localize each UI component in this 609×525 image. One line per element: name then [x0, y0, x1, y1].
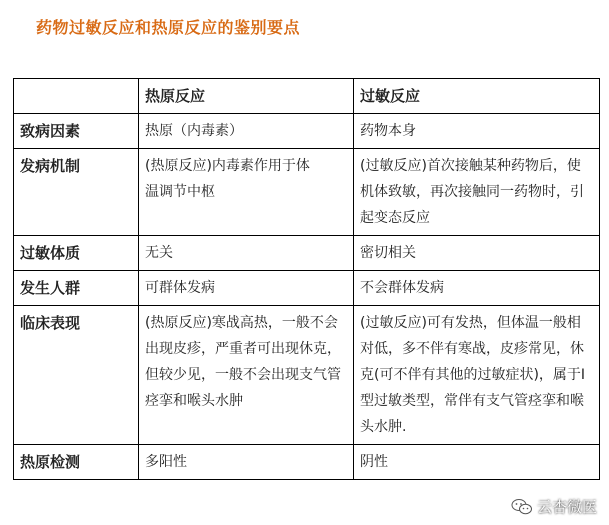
pyrogen-cell: 无关	[139, 236, 354, 271]
watermark-text: 云杏微医	[536, 498, 597, 516]
allergy-cell: 不会群体发病	[354, 271, 600, 306]
row-label: 发生人群	[14, 271, 139, 306]
header-cell-allergy: 过敏反应	[354, 79, 600, 114]
allergy-cell: 密切相关	[354, 236, 600, 271]
table-row	[14, 445, 600, 480]
table-row	[14, 271, 600, 306]
table-header-row	[14, 79, 600, 114]
allergy-cell: (过敏反应)可有发热，但体温一般相对低，多不伴有寒战，皮疹常见，休克(可不伴有其他的过敏症状)，属于Ⅰ型过敏类型，常伴有支气管痉挛和喉头水肿.	[354, 306, 600, 445]
row-label: 致病因素	[14, 114, 139, 149]
pyrogen-cell: 多阳性	[139, 445, 354, 480]
table-row	[14, 114, 600, 149]
watermark	[511, 496, 597, 517]
pyrogen-cell: 热原（内毒素）	[139, 114, 354, 149]
pyrogen-cell: (热原反应)寒战高热，一般不会出现皮疹，严重者可出现休克，但较少见，一般不会出现支气管痉挛和喉头水肿	[139, 306, 354, 445]
table-row	[14, 149, 600, 236]
table-row	[14, 236, 600, 271]
page-title: 药物过敏反应和热原反应的鉴别要点	[36, 18, 301, 37]
row-label: 临床表现	[14, 306, 139, 445]
allergy-cell: (过敏反应)首次接触某种药物后，使机体致敏，再次接触同一药物时，引起变态反应	[354, 149, 600, 236]
allergy-cell: 药物本身	[354, 114, 600, 149]
pyrogen-cell: 可群体发病	[139, 271, 354, 306]
row-label: 过敏体质	[14, 236, 139, 271]
comparison-table	[13, 78, 600, 480]
allergy-cell: 阴性	[354, 445, 600, 480]
header-cell-pyrogen: 热原反应	[139, 79, 354, 114]
pyrogen-cell: (热原反应)内毒素作用于体温调节中枢	[139, 149, 354, 236]
table-row	[14, 306, 600, 445]
row-label: 发病机制	[14, 149, 139, 236]
header-cell-empty	[14, 79, 139, 114]
wechat-icon	[511, 498, 533, 516]
row-label: 热原检测	[14, 445, 139, 480]
